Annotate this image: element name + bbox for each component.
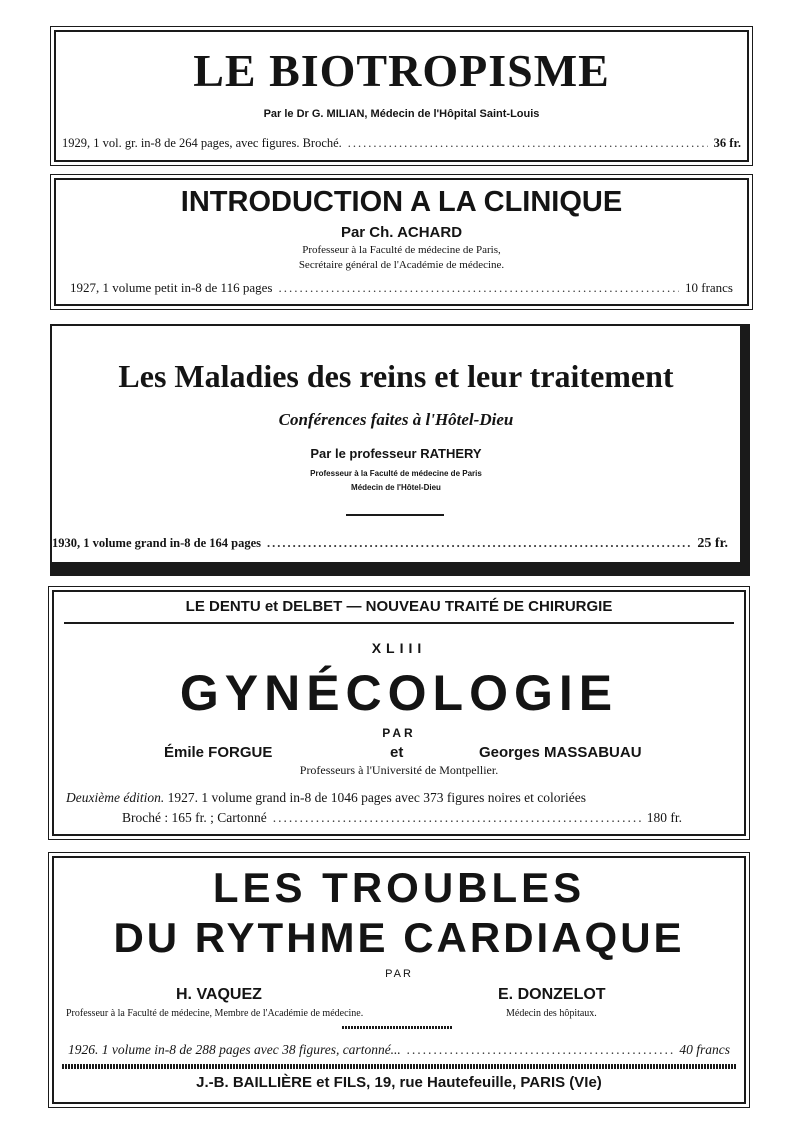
ad3-role2: Médecin de l'Hôtel-Dieu [351, 483, 441, 492]
ad5-par: PAR [385, 968, 413, 980]
ad-biotropisme [54, 30, 749, 162]
ad5-long-rule [62, 1064, 736, 1069]
ad3-subtitle: Conférences faites à l'Hôtel-Dieu [278, 410, 514, 429]
ad4-author2: Georges MASSABUAU [479, 744, 642, 761]
ad3-details: 1930, 1 volume grand in-8 de 164 pages [52, 536, 262, 550]
ad-gynecologie [52, 590, 746, 836]
ad1-price: 36 fr. [713, 136, 741, 150]
ad-introduction-clinique [54, 178, 749, 306]
ad3-price: 25 fr. [697, 536, 728, 551]
ad2-role2: Secrétaire général de l'Académie de médecine. [298, 259, 505, 271]
ad5-details: 1926. 1 volume in-8 de 288 pages avec 38 figures, cartonné... [68, 1042, 401, 1057]
ad4-price-row [122, 810, 682, 826]
ad2-author: Par Ch. ACHARD [340, 224, 463, 241]
ad1-details-row [62, 136, 741, 151]
ad5-role1: Professeur à la Faculté de médecine, Membre de l'Académie de médecine. [66, 1008, 364, 1019]
ad4-et: et [390, 744, 404, 761]
ad5-title-line1: LES TROUBLES [212, 864, 586, 911]
ad3-author: Par le professeur RATHERY [310, 446, 482, 461]
ad2-title: INTRODUCTION A LA CLINIQUE [180, 186, 623, 218]
ad3-role1: Professeur à la Faculté de médecine de Paris [310, 469, 482, 478]
ad2-price: 10 francs [684, 280, 733, 295]
ad3-details-row [52, 536, 728, 552]
ad4-author1: Émile FORGUE [164, 744, 273, 761]
ad1-details: 1929, 1 vol. gr. in-8 de 264 pages, avec figures. Broché. [62, 136, 342, 150]
ad2-details-row [70, 280, 733, 296]
ad5-short-rule [342, 1026, 452, 1029]
ad4-par: PAR [382, 726, 416, 740]
ad2-role1: Professeur à la Faculté de médecine de Paris, [302, 244, 501, 256]
ad4-series: LE DENTU et DELBET — NOUVEAU TRAITÉ DE CHIRURGIE [185, 598, 613, 615]
ad5-publisher: J.-B. BAILLIÈRE et FILS, 19, rue Hautefeuille, PARIS (VIe) [196, 1074, 602, 1091]
ad4-title: GYNÉCOLOGIE [179, 665, 619, 721]
ad4-roles: Professeurs à l'Université de Montpellier. [299, 763, 499, 777]
ad1-author: Par le Dr G. MILIAN, Médecin de l'Hôpital Saint-Louis [263, 108, 540, 120]
ad4-price-cartonne: 180 fr. [646, 810, 682, 825]
ad-maladies-reins [50, 324, 750, 576]
ad-troubles-rythme [52, 856, 746, 1104]
ad5-price: 40 francs [679, 1042, 730, 1057]
ad4-details-line [66, 790, 586, 806]
ad1-title: LE BIOTROPISME [193, 45, 610, 96]
ad5-title-line2: DU RYTHME CARDIAQUE [113, 914, 685, 961]
ad4-price-broche: Broché : 165 fr. ; Cartonné [122, 810, 267, 825]
ad2-details: 1927, 1 volume petit in-8 de 116 pages [70, 280, 273, 295]
ad4-details: 1927. 1 volume grand in-8 de 1046 pages avec 373 figures noires et coloriées [167, 790, 586, 805]
ad4-edition: Deuxième édition. [66, 790, 165, 805]
ad3-title: Les Maladies des reins et leur traitement [118, 358, 674, 394]
ad4-series-rule [64, 622, 734, 624]
ad5-role2: Médecin des hôpitaux. [506, 1008, 597, 1019]
ad5-author1: H. VAQUEZ [176, 986, 262, 1003]
ad5-author2: E. DONZELOT [498, 986, 606, 1003]
ad5-details-row [68, 1042, 730, 1058]
ad4-volume: XLIII [371, 640, 427, 656]
ad3-divider [346, 514, 444, 516]
